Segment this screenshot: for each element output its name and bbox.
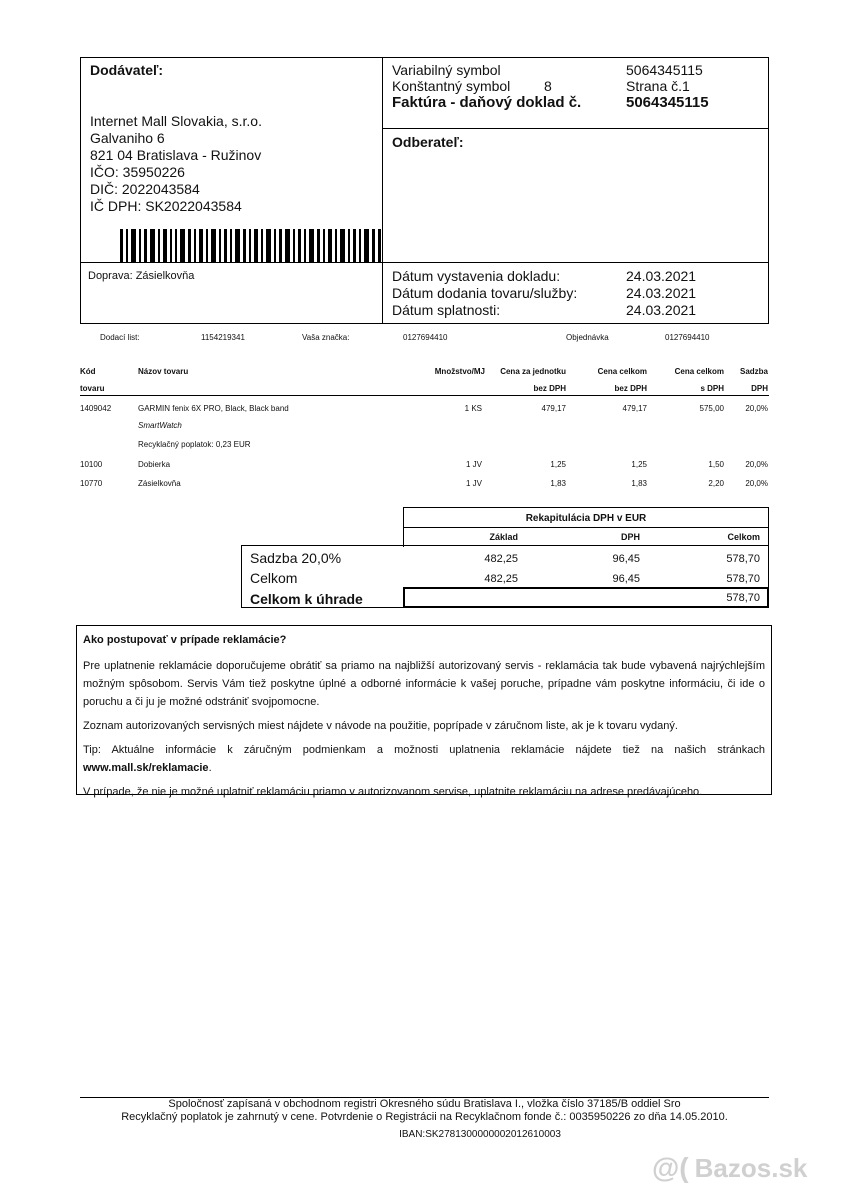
row-rate: 20,0% bbox=[745, 479, 768, 488]
row-code: 1409042 bbox=[80, 404, 112, 413]
supplier-city: 821 04 Bratislava - Ružinov bbox=[90, 147, 262, 163]
delivery-date-value: 24.03.2021 bbox=[626, 285, 697, 301]
row-total-vat: 1,50 bbox=[708, 460, 724, 469]
supplier-dic: DIČ: 2022043584 bbox=[90, 181, 200, 197]
supplier-name: Internet Mall Slovakia, s.r.o. bbox=[90, 113, 262, 129]
footer-registry: Spoločnosť zapísaná v obchodnom registri Okresného súdu Bratislava I., vložka číslo 37185/B oddiel Sro bbox=[168, 1098, 681, 1110]
items-header-rule bbox=[80, 395, 769, 396]
reklamacie-link[interactable]: www.mall.sk/reklamacie bbox=[83, 762, 209, 774]
bazos-watermark bbox=[652, 1148, 807, 1188]
row-name: Zásielkovňa bbox=[138, 479, 181, 488]
row-name: Dobierka bbox=[138, 460, 171, 469]
notice-paragraph-1: Pre uplatnenie reklamácie doporučujeme obrátiť sa priamo na najbližší autorizovaný servis - reklamácia tak bude vybavená najrýchlejším možným spôsobom. Servis Vám tiež poskytne úplné a odborné informácie k vašej poruche, prípadne vám poskytne informáciu, či ide o poruchu a či ju je možné odstrániť svojpomocne. bbox=[83, 660, 765, 708]
recap-title-rule bbox=[403, 527, 769, 528]
invoice-title: Faktúra - daňový doklad č. bbox=[392, 94, 582, 111]
row-rate: 20,0% bbox=[745, 460, 768, 469]
watermark-logo-icon: @( bbox=[652, 1152, 689, 1183]
variable-symbol-value: 5064345115 bbox=[626, 62, 703, 78]
recap-total-base: 482,25 bbox=[484, 573, 518, 585]
your-ref-value: 0127694410 bbox=[403, 333, 448, 342]
recap-rate-total: 578,70 bbox=[726, 553, 760, 565]
row-total: 479,17 bbox=[622, 404, 647, 413]
constant-symbol-label: Konštantný symbol bbox=[392, 78, 511, 94]
row-total-vat: 2,20 bbox=[708, 479, 724, 488]
order-label: Objednávka bbox=[566, 333, 609, 342]
variable-symbol-label: Variabilný symbol bbox=[392, 62, 501, 78]
item-subline-category: SmartWatch bbox=[138, 421, 182, 430]
row-qty: 1 JV bbox=[465, 479, 482, 488]
header-divider-vertical bbox=[382, 57, 383, 324]
delivery-note-value: 1154219341 bbox=[201, 333, 245, 342]
page-number: Strana č.1 bbox=[626, 78, 690, 94]
supplier-icdph: IČ DPH: SK2022043584 bbox=[90, 198, 242, 214]
row-unit-price: 479,17 bbox=[541, 404, 566, 413]
barcode bbox=[120, 229, 382, 263]
row-total-vat: 575,00 bbox=[699, 404, 724, 413]
col-rate-2: DPH bbox=[751, 384, 768, 393]
complaint-notice bbox=[76, 625, 772, 798]
recap-total-total: 578,70 bbox=[726, 573, 760, 585]
row-qty: 1 KS bbox=[464, 404, 482, 413]
order-value: 0127694410 bbox=[665, 333, 710, 342]
recap-total-label: Celkom bbox=[250, 570, 298, 586]
notice-paragraph-2: Zoznam autorizovaných servisných miest nájdete v návode na použitie, poprípade v záručnom liste, ak je k tovaru vydaný. bbox=[83, 720, 678, 732]
col-qty: Množstvo/MJ bbox=[434, 367, 485, 376]
due-date-value: 24.03.2021 bbox=[626, 302, 697, 318]
recap-col-total: Celkom bbox=[727, 532, 760, 542]
col-unit-2: bez DPH bbox=[533, 384, 566, 393]
col-name: Názov tovaru bbox=[138, 367, 189, 376]
header-divider-1 bbox=[382, 128, 769, 129]
supplier-heading: Dodávateľ: bbox=[90, 62, 164, 78]
notice-tip-text: Tip: Aktuálne informácie k záručným podmienkam a možnosti uplatnenia reklamácie nájdete tiež na našich stránkach bbox=[83, 744, 765, 756]
row-rate: 20,0% bbox=[745, 404, 768, 413]
recap-title: Rekapitulácia DPH v EUR bbox=[525, 513, 647, 524]
recap-border-top bbox=[403, 507, 769, 508]
supplier-street: Galvaniho 6 bbox=[90, 130, 165, 146]
row-name: GARMIN fenix 6X PRO, Black, Black band bbox=[138, 404, 289, 413]
col-total-2: bez DPH bbox=[614, 384, 647, 393]
header-divider-2 bbox=[382, 262, 769, 263]
recap-rate-base: 482,25 bbox=[484, 553, 518, 565]
col-rate-1: Sadzba bbox=[739, 367, 768, 376]
footer-iban: IBAN:SK2781300000002012610003 bbox=[399, 1129, 561, 1140]
row-total: 1,25 bbox=[631, 460, 647, 469]
recap-col-base: Základ bbox=[489, 532, 518, 542]
notice-title: Ako postupovať v prípade reklamácie? bbox=[83, 634, 287, 646]
col-total-vat-1: Cena celkom bbox=[674, 367, 724, 376]
delivery-note-label: Dodací list: bbox=[100, 333, 140, 342]
col-code-2: tovaru bbox=[80, 384, 105, 393]
row-unit-price: 1,25 bbox=[550, 460, 566, 469]
your-ref-label: Vaša značka: bbox=[302, 333, 350, 342]
supplier-transport: Doprava: Zásielkovňa bbox=[88, 270, 195, 282]
row-qty: 1 JV bbox=[465, 460, 482, 469]
amount-due-label: Celkom k úhrade bbox=[250, 591, 363, 607]
col-total-1: Cena celkom bbox=[597, 367, 647, 376]
item-subline-recycling: Recyklačný poplatok: 0,23 EUR bbox=[138, 440, 251, 449]
notice-paragraph-4: V prípade, že nie je možné uplatniť reklamáciu priamo v autorizovanom servise, uplatnite reklamáciu na adrese predávajúceho. bbox=[83, 786, 703, 798]
issue-date-label: Dátum vystavenia dokladu: bbox=[392, 268, 561, 284]
amount-due-value: 578,70 bbox=[726, 592, 760, 604]
col-unit-1: Cena za jednotku bbox=[500, 367, 566, 376]
supplier-ico: IČO: 35950226 bbox=[90, 164, 185, 180]
issue-date-value: 24.03.2021 bbox=[626, 268, 697, 284]
recap-total-vat: 96,45 bbox=[612, 573, 640, 585]
footer-recycling: Recyklačný poplatok je zahrnutý v cene. Potvrdenie o Registrácii na Recyklačnom fonde č.: 0035950226 zo dňa 14.05.2010. bbox=[121, 1111, 728, 1123]
recap-rate-vat: 96,45 bbox=[612, 553, 640, 565]
constant-symbol-value: 8 bbox=[544, 78, 552, 94]
col-code-1: Kód bbox=[80, 367, 96, 376]
row-unit-price: 1,83 bbox=[550, 479, 566, 488]
notice-paragraph-3 bbox=[83, 741, 765, 777]
row-total: 1,83 bbox=[631, 479, 647, 488]
watermark-text: Bazos.sk bbox=[694, 1152, 808, 1183]
col-total-vat-2: s DPH bbox=[700, 384, 724, 393]
delivery-date-label: Dátum dodania tovaru/služby: bbox=[392, 285, 578, 301]
recap-rate-label: Sadzba 20,0% bbox=[250, 550, 342, 566]
row-code: 10770 bbox=[80, 479, 103, 488]
customer-heading: Odberateľ: bbox=[392, 134, 464, 150]
due-date-label: Dátum splatnosti: bbox=[392, 302, 501, 318]
recap-col-vat: DPH bbox=[620, 532, 640, 542]
invoice-number: 5064345115 bbox=[626, 94, 709, 111]
notice-tip-end: . bbox=[208, 762, 212, 774]
row-code: 10100 bbox=[80, 460, 103, 469]
